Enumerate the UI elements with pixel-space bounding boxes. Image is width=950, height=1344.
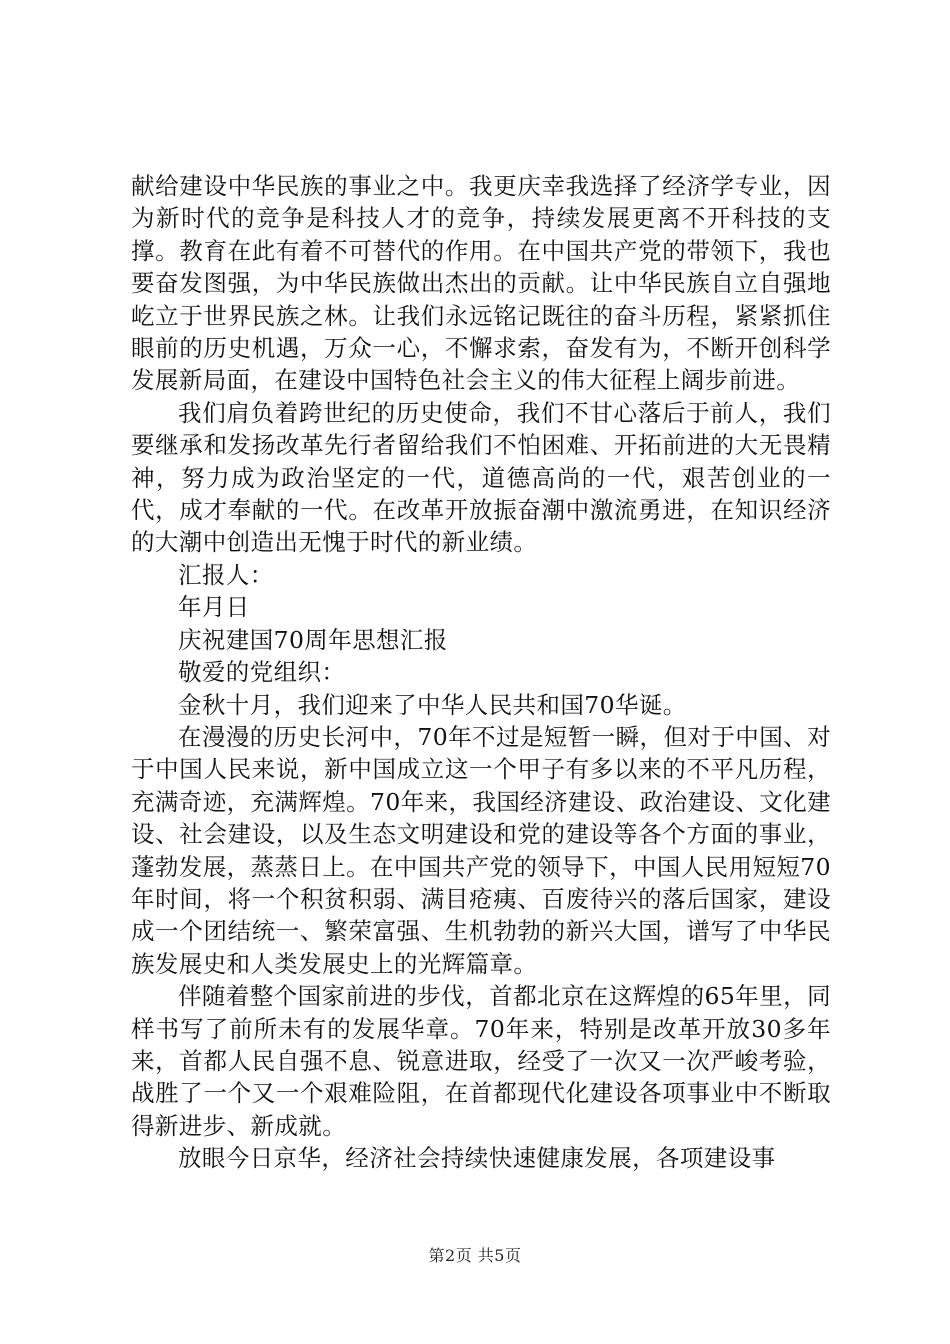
document-body [131,170,831,1175]
paragraph-beijing: 伴随着整个国家前进的步伐，首都北京在这辉煌的65年里，同样书写了前所未有的发展华章。70年来，特别是改革开放30多年来，首都人民自强不息、锐意进取，经受了一次又一次严峻考验，战胜了一个又一个艰难险阻，在首都现代化建设各项事业中不断取得新进步、新成就。 [131,982,831,1140]
paragraph-today: 放眼今日京华，经济社会持续快速健康发展，各项建设事 [178,1144,776,1173]
paragraph-2: 我们肩负着跨世纪的历史使命，我们不甘心落后于前人，我们要继承和发扬改革先行者留给我们不怕困难、开拓前进的大无畏精神，努力成为政治坚定的一代，道德高尚的一代，艰苦创业的一代，成才奉献的一代。在改革开放振奋潮中激流勇进，在知识经济的大潮中创造出无愧于时代的新业绩。 [131,398,831,557]
paragraph-history: 在漫漫的历史长河中，70年不过是短暂一瞬，但对于中国、对于中国人民来说，新中国成立这一个甲子有多以来的不平凡历程，充满奇迹，充满辉煌。70年来，我国经济建设、政治建设、文化建设、社会建设，以及生态文明建设和党的建设等各个方面的事业，蓬勃发展，蒸蒸日上。在中国共产党的领导下，中国人民用短短70年时间，将一个积贫积弱、满目疮痍、百废待兴的落后国家，建设成一个团结统一、繁荣富强、生机勃勃的新兴大国，谱写了中华民族发展史和人类发展史上的光辉篇章。 [131,722,831,978]
date-line: 年月日 [178,593,250,622]
report-title: 庆祝建国70周年思想汇报 [178,625,448,654]
reporter-label: 汇报人： [178,560,274,589]
salutation: 敬爱的党组织： [178,658,346,687]
page-indicator: 第2页 共5页 [428,1246,522,1265]
paragraph-1: 献给建设中华民族的事业之中。我更庆幸我选择了经济学专业，因为新时代的竞争是科技人才的竞争，持续发展更离不开科技的支撑。教育在此有着不可替代的作用。在中国共产党的带领下，我也要奋发图强，为中华民族做出杰出的贡献。让中华民族自立自强地屹立于世界民族之林。让我们永远铭记既往的奋斗历程，紧紧抓住眼前的历史机遇，万众一心，不懈求索，奋发有为，不断开创科学发展新局面，在建设中国特色社会主义的伟大征程上阔步前进。 [131,172,831,395]
paragraph-opening: 金秋十月，我们迎来了中华人民共和国70华诞。 [178,690,687,719]
